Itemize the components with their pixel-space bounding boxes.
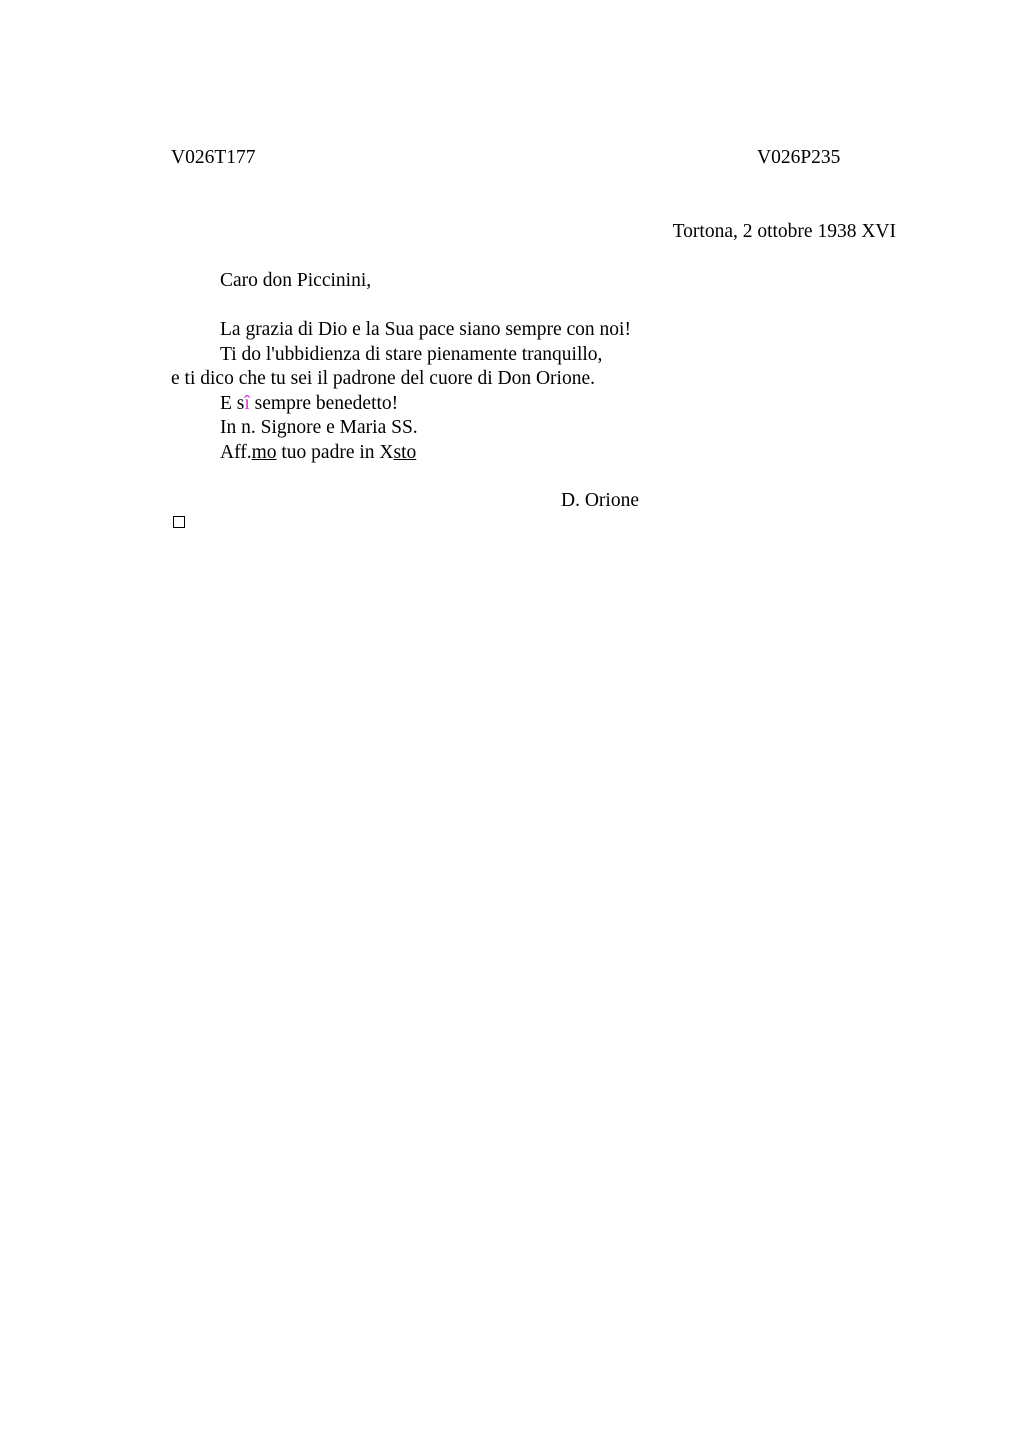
letter-line-3: e ti dico che tu sei il padrone del cuore di Don Orione. <box>171 368 595 389</box>
letter-line-4-start: E s <box>220 392 245 414</box>
letter-line-5: In n. Signore e Maria SS. <box>220 417 418 438</box>
letter-date: Tortona, 2 ottobre 1938 XVI <box>672 221 896 242</box>
closing-underlined-mo: mo <box>251 441 277 463</box>
closing-part-2: tuo padre in X <box>276 441 394 463</box>
letter-salutation: Caro don Piccinini, <box>220 270 372 291</box>
letter-line-2: Ti do l'ubbidienza di stare pienamente tranquillo, <box>220 343 603 365</box>
letter-line-4-accent: î <box>244 392 250 414</box>
letter-line-4 <box>171 392 631 417</box>
document-code-left: V026T177 <box>171 147 256 168</box>
closing-underlined-sto: sto <box>393 441 417 463</box>
letter-line-1: La grazia di Dio e la Sua pace siano sempre con noi! <box>220 319 631 340</box>
end-square-icon <box>173 516 185 528</box>
letter-line-4-end: sempre benedetto! <box>249 392 399 414</box>
document-code-right: V026P235 <box>757 147 841 168</box>
closing-part-1: Aff. <box>220 441 252 463</box>
letter-body <box>171 318 631 465</box>
letter-signature: D. Orione <box>561 490 639 511</box>
letter-closing <box>171 441 631 466</box>
